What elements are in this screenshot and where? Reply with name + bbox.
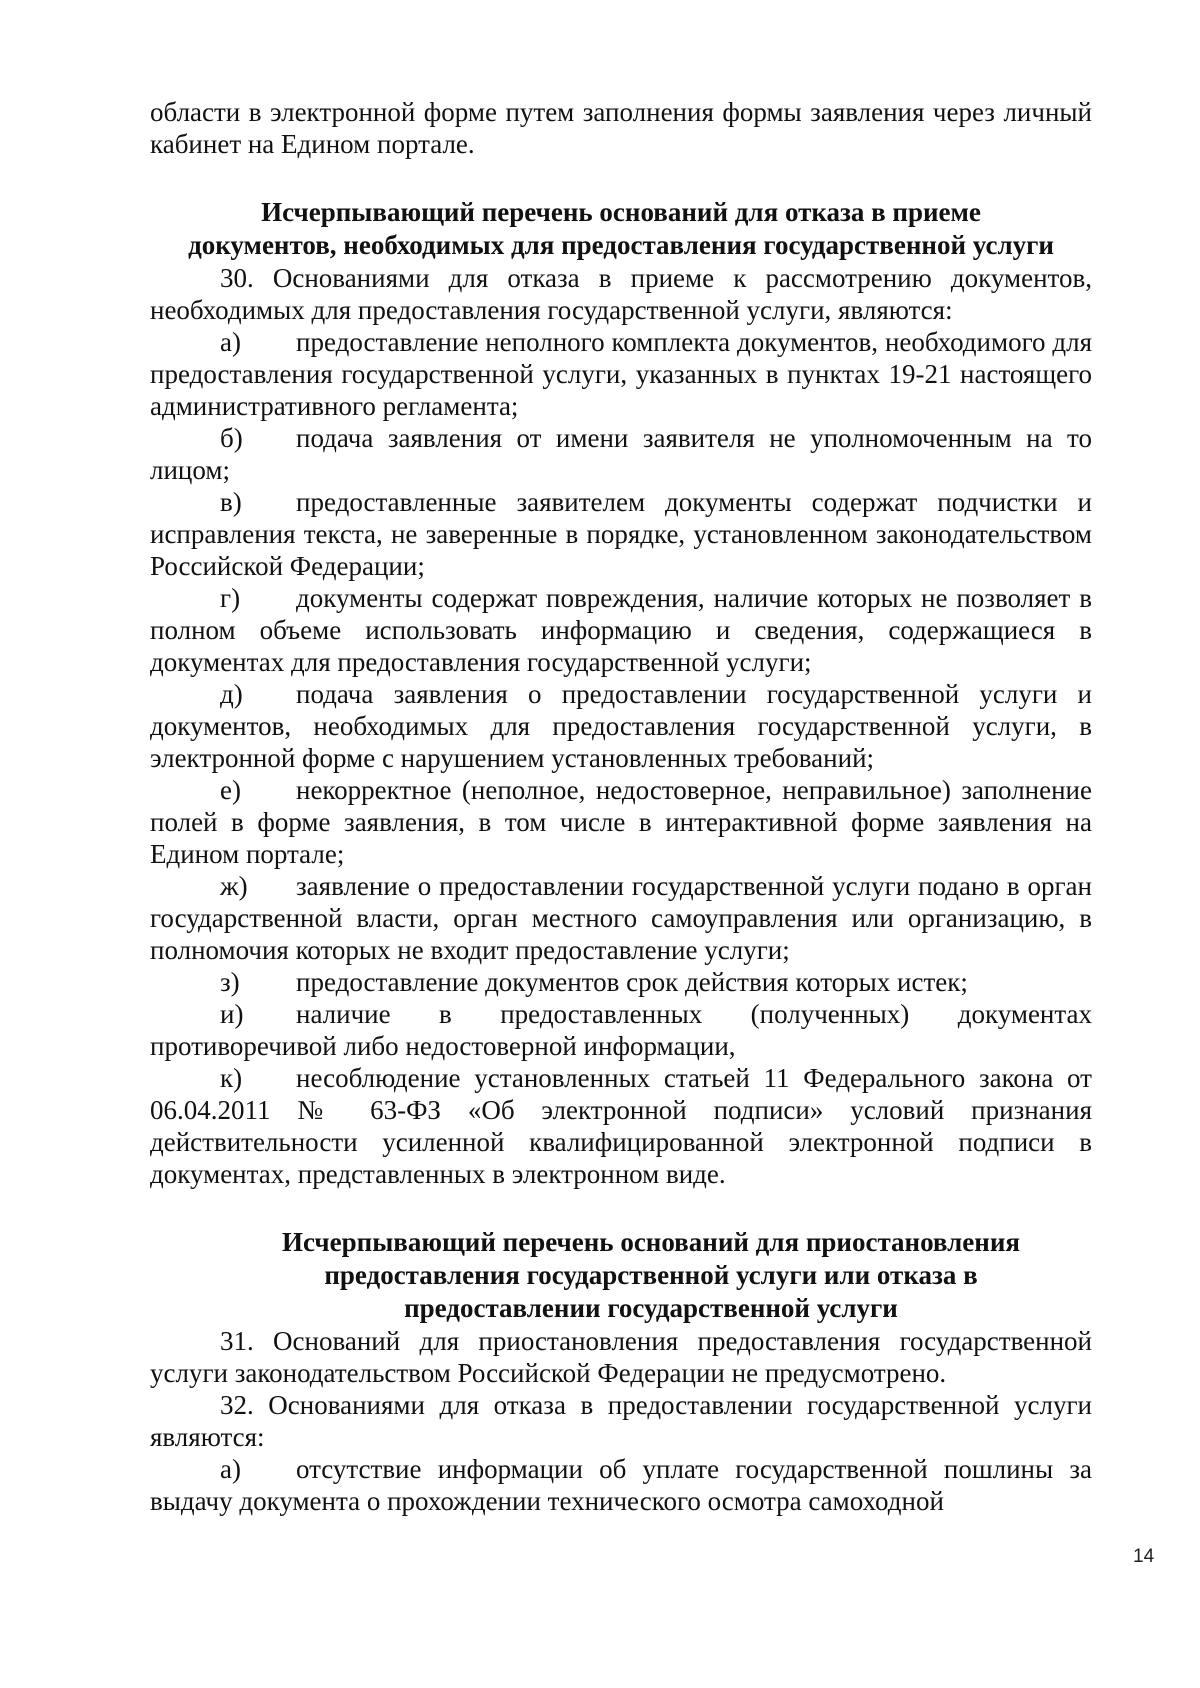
list-item-v	[150, 486, 1092, 582]
paragraph-31: 31. Оснований для приостановления предоставления государственной услуги законодательством Российской Федерации не предусмотрено.	[150, 1326, 1092, 1388]
list-item-zh	[150, 870, 1092, 966]
spacer	[150, 160, 1092, 196]
paragraph-30: 30. Основаниями для отказа в приеме к рассмотрению документов, необходимых для предоставления государственной услуги, являются:	[150, 263, 1092, 325]
list-item-e	[150, 774, 1092, 870]
section-heading-suspension-refusal	[150, 1226, 1092, 1325]
item-text: наличие в предоставленных (полученных) документах противоречивой либо недостоверной информации,	[150, 999, 1092, 1061]
item-text: предоставление неполного комплекта документов, необходимого для предоставления государственной услуги, указанных в пунктах 19-21 настоящего административного регламента;	[150, 327, 1092, 421]
continuation-paragraph: области в электронной форме путем заполнения формы заявления через личный кабинет на Едином портале.	[150, 97, 1092, 159]
page-number: 14	[1133, 1546, 1155, 1567]
item-text: заявление о предоставлении государственной услуги подано в орган государственной власти, орган местного самоуправления или организацию, в полномочия которых не входит предоставление услуги;	[150, 871, 1092, 965]
item-marker: а)	[220, 327, 241, 357]
item-marker: е)	[220, 775, 241, 805]
item-marker: з)	[220, 967, 240, 997]
section-heading-refusal-acceptance	[150, 196, 1092, 262]
item-text: подача заявления от имени заявителя не уполномоченным на то лицом;	[150, 423, 1092, 485]
item-marker: и)	[220, 999, 244, 1029]
list-item-d	[150, 678, 1092, 774]
item-marker: к)	[220, 1063, 243, 1093]
item-text: документы содержат повреждения, наличие которых не позволяет в полном объеме использовать информацию и сведения, содержащиеся в документах для предоставления государственной услуги;	[150, 583, 1092, 677]
spacer	[150, 1190, 1092, 1226]
item-text: предоставление документов срок действия которых истек;	[296, 967, 968, 997]
list-item-a	[150, 326, 1092, 422]
item-marker: б)	[220, 423, 243, 453]
list-item-z	[150, 966, 1092, 998]
heading-line: Исчерпывающий перечень оснований для отказа в приеме	[261, 197, 981, 227]
list-item-i	[150, 998, 1092, 1062]
paragraph-32: 32. Основаниями для отказа в предоставлении государственной услуги являются:	[150, 1390, 1092, 1452]
item-text: подача заявления о предоставлении государственной услуги и документов, необходимых для предоставления государственной услуги, в электронной форме с нарушением установленных требований;	[150, 679, 1092, 773]
list-item-g	[150, 582, 1092, 678]
heading-line: документов, необходимых для предоставления государственной услуги	[188, 230, 1054, 260]
item-text: предоставленные заявителем документы содержат подчистки и исправления текста, не заверенные в порядке, установленном законодательством Российской Федерации;	[150, 487, 1092, 581]
item-marker: в)	[220, 487, 242, 517]
heading-line: Исчерпывающий перечень оснований для приостановления	[281, 1227, 1021, 1257]
item-marker: а)	[220, 1454, 241, 1484]
document-page	[150, 96, 1092, 1517]
item-text: несоблюдение установленных статьей 11 Федерального закона от 06.04.2011 № 63-ФЗ «Об электронной подписи» условий признания действительности усиленной квалифицированной электронной подписи в документах, представленных в электронном виде.	[150, 1063, 1092, 1189]
item-text: некорректное (неполное, недостоверное, неправильное) заполнение полей в форме заявления, в том числе в интерактивной форме заявления на Едином портале;	[150, 775, 1092, 869]
item-text: отсутствие информации об уплате государственной пошлины за выдачу документа о прохождении технического осмотра самоходной	[150, 1454, 1092, 1516]
item-marker: д)	[220, 679, 243, 709]
item-marker: г)	[220, 583, 241, 613]
heading-line: предоставления государственной услуги или отказа в	[324, 1260, 978, 1290]
item-marker: ж)	[220, 871, 248, 901]
list-item-a	[150, 1453, 1092, 1517]
list-item-k	[150, 1062, 1092, 1190]
list-item-b	[150, 422, 1092, 486]
heading-line: предоставлении государственной услуги	[404, 1293, 898, 1323]
